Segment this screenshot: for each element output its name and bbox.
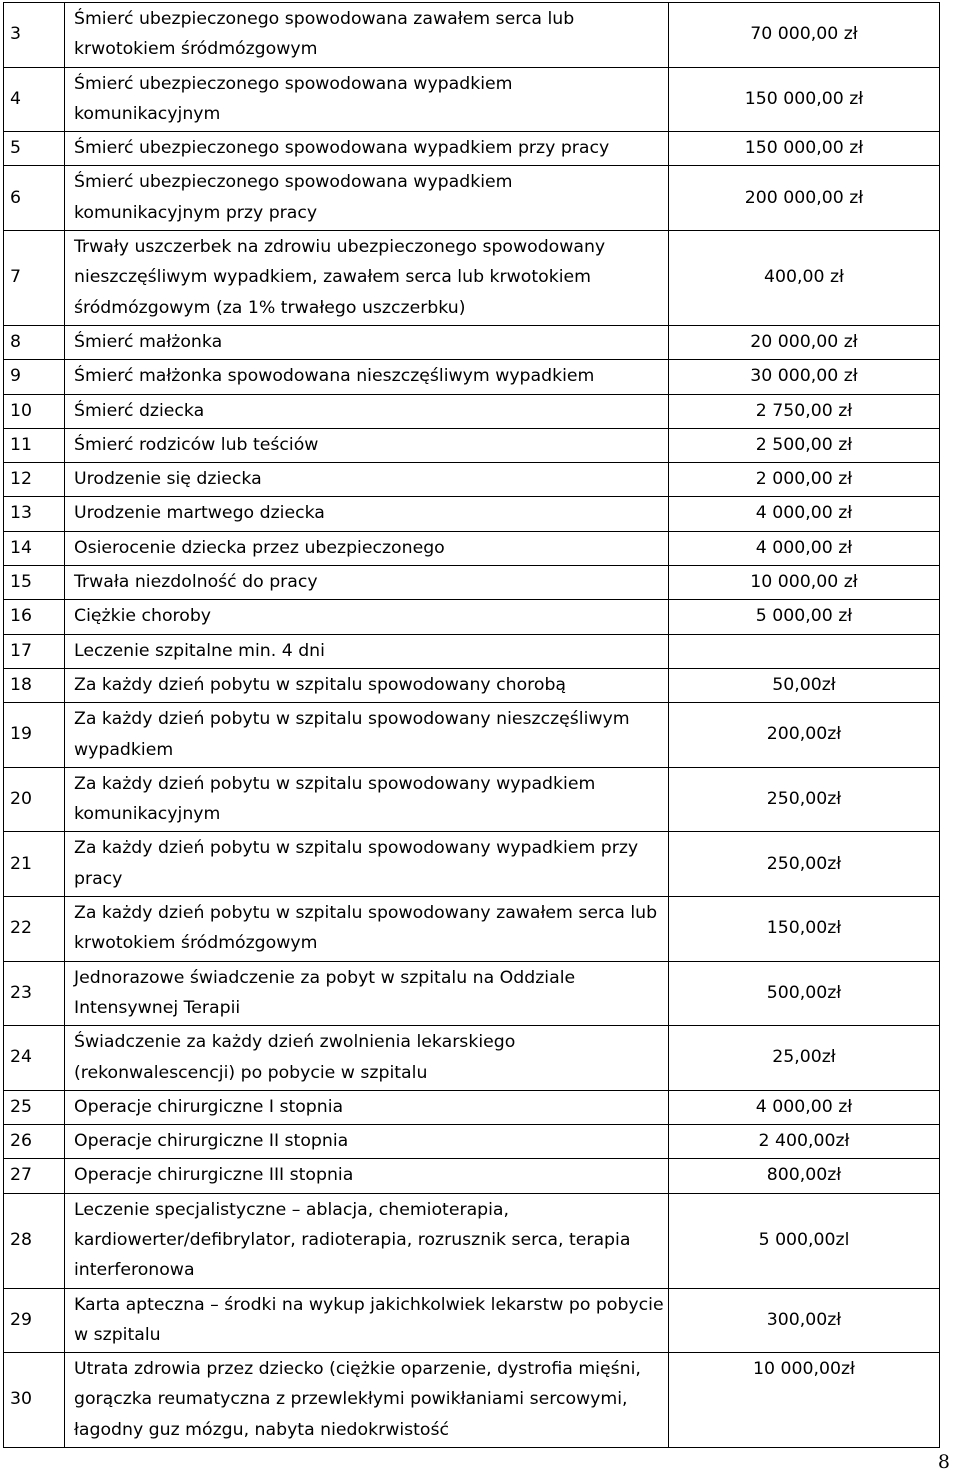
row-number: 16 (4, 600, 65, 634)
benefit-description: Śmierć rodziców lub teściów (65, 428, 669, 462)
row-number: 20 (4, 767, 65, 832)
benefit-amount: 2 500,00 zł (669, 428, 940, 462)
benefit-amount: 10 000,00zł (669, 1353, 940, 1448)
benefit-amount: 150 000,00 zł (669, 132, 940, 166)
benefit-amount: 5 000,00 zł (669, 600, 940, 634)
row-number: 28 (4, 1193, 65, 1288)
benefit-description: Osierocenie dziecka przez ubezpieczonego (65, 531, 669, 565)
benefit-amount: 2 000,00 zł (669, 463, 940, 497)
table-row (4, 428, 940, 462)
table-row (4, 325, 940, 359)
table-row (4, 497, 940, 531)
row-number: 26 (4, 1125, 65, 1159)
benefit-amount: 200,00zł (669, 703, 940, 768)
benefit-description: Świadczenie za każdy dzień zwolnienia lekarskiego (rekonwalescencji) po pobycie w szpitalu (65, 1026, 669, 1091)
row-number: 3 (4, 3, 65, 68)
row-number: 6 (4, 166, 65, 231)
table-row (4, 1026, 940, 1091)
row-number: 5 (4, 132, 65, 166)
benefit-amount: 5 000,00zl (669, 1193, 940, 1288)
table-row (4, 1159, 940, 1193)
benefit-amount: 70 000,00 zł (669, 3, 940, 68)
benefit-amount (669, 634, 940, 668)
table-row (4, 3, 940, 68)
benefit-description: Karta apteczna – środki na wykup jakichkolwiek lekarstw po pobycie w szpitalu (65, 1288, 669, 1353)
row-number: 10 (4, 394, 65, 428)
benefit-amount: 50,00zł (669, 668, 940, 702)
table-row (4, 166, 940, 231)
table-row (4, 394, 940, 428)
benefit-description: Operacje chirurgiczne II stopnia (65, 1125, 669, 1159)
row-number: 13 (4, 497, 65, 531)
benefit-amount: 20 000,00 zł (669, 325, 940, 359)
table-row (4, 1353, 940, 1448)
benefit-description: Jednorazowe świadczenie za pobyt w szpitalu na Oddziale Intensywnej Terapii (65, 961, 669, 1026)
benefit-amount: 2 400,00zł (669, 1125, 940, 1159)
page-number: 8 (937, 1451, 950, 1473)
benefit-amount: 300,00zł (669, 1288, 940, 1353)
benefit-description: Za każdy dzień pobytu w szpitalu spowodowany wypadkiem komunikacyjnym (65, 767, 669, 832)
benefit-amount: 4 000,00 zł (669, 531, 940, 565)
benefit-description: Śmierć ubezpieczonego spowodowana zawałem serca lub krwotokiem śródmózgowym (65, 3, 669, 68)
row-number: 7 (4, 231, 65, 326)
row-number: 15 (4, 566, 65, 600)
table-row (4, 1125, 940, 1159)
row-number: 23 (4, 961, 65, 1026)
benefit-amount: 4 000,00 zł (669, 497, 940, 531)
table-row (4, 231, 940, 326)
table-row (4, 531, 940, 565)
row-number: 18 (4, 668, 65, 702)
benefits-table-body (4, 3, 940, 1448)
row-number: 12 (4, 463, 65, 497)
row-number: 27 (4, 1159, 65, 1193)
benefits-table (3, 2, 940, 1448)
row-number: 24 (4, 1026, 65, 1091)
benefit-description: Leczenie szpitalne min. 4 dni (65, 634, 669, 668)
table-row (4, 1288, 940, 1353)
table-row (4, 463, 940, 497)
benefit-amount: 150 000,00 zł (669, 67, 940, 132)
benefit-description: Trwały uszczerbek na zdrowiu ubezpieczonego spowodowany nieszczęśliwym wypadkiem, zawałem serca lub krwotokiem śródmózgowym (za 1% trwałego uszczerbku) (65, 231, 669, 326)
row-number: 30 (4, 1353, 65, 1448)
table-row (4, 668, 940, 702)
benefit-description: Śmierć małżonka (65, 325, 669, 359)
row-number: 9 (4, 360, 65, 394)
row-number: 17 (4, 634, 65, 668)
benefit-description: Trwała niezdolność do pracy (65, 566, 669, 600)
table-row (4, 566, 940, 600)
benefit-description: Urodzenie martwego dziecka (65, 497, 669, 531)
row-number: 29 (4, 1288, 65, 1353)
benefit-description: Śmierć ubezpieczonego spowodowana wypadkiem przy pracy (65, 132, 669, 166)
table-row (4, 67, 940, 132)
benefit-amount: 800,00zł (669, 1159, 940, 1193)
benefit-description: Urodzenie się dziecka (65, 463, 669, 497)
benefit-description: Operacje chirurgiczne III stopnia (65, 1159, 669, 1193)
benefit-amount: 10 000,00 zł (669, 566, 940, 600)
benefit-amount: 150,00zł (669, 897, 940, 962)
benefit-description: Za każdy dzień pobytu w szpitalu spowodowany nieszczęśliwym wypadkiem (65, 703, 669, 768)
row-number: 19 (4, 703, 65, 768)
benefit-description: Za każdy dzień pobytu w szpitalu spowodowany wypadkiem przy pracy (65, 832, 669, 897)
table-row (4, 360, 940, 394)
table-row (4, 600, 940, 634)
table-row (4, 703, 940, 768)
table-row (4, 961, 940, 1026)
row-number: 22 (4, 897, 65, 962)
benefit-amount: 25,00zł (669, 1026, 940, 1091)
benefit-description: Leczenie specjalistyczne – ablacja, chemioterapia, kardiowerter/defibrylator, radioterapia, rozrusznik serca, terapia interferonowa (65, 1193, 669, 1288)
row-number: 25 (4, 1090, 65, 1124)
row-number: 14 (4, 531, 65, 565)
table-row (4, 132, 940, 166)
benefit-description: Ciężkie choroby (65, 600, 669, 634)
benefit-description: Śmierć ubezpieczonego spowodowana wypadkiem komunikacyjnym (65, 67, 669, 132)
row-number: 11 (4, 428, 65, 462)
benefit-amount: 250,00zł (669, 767, 940, 832)
benefit-description: Śmierć dziecka (65, 394, 669, 428)
benefit-amount: 2 750,00 zł (669, 394, 940, 428)
benefit-description: Utrata zdrowia przez dziecko (ciężkie oparzenie, dystrofia mięśni, gorączka reumatyczna z przewlekłymi powikłaniami sercowymi, łagodny guz mózgu, nabyta niedokrwistość (65, 1353, 669, 1448)
table-row (4, 634, 940, 668)
table-row (4, 832, 940, 897)
benefit-amount: 4 000,00 zł (669, 1090, 940, 1124)
table-row (4, 767, 940, 832)
benefit-description: Za każdy dzień pobytu w szpitalu spowodowany chorobą (65, 668, 669, 702)
benefit-description: Za każdy dzień pobytu w szpitalu spowodowany zawałem serca lub krwotokiem śródmózgowym (65, 897, 669, 962)
benefit-amount: 400,00 zł (669, 231, 940, 326)
benefit-description: Śmierć małżonka spowodowana nieszczęśliwym wypadkiem (65, 360, 669, 394)
benefit-amount: 30 000,00 zł (669, 360, 940, 394)
benefit-amount: 250,00zł (669, 832, 940, 897)
benefit-amount: 500,00zł (669, 961, 940, 1026)
row-number: 21 (4, 832, 65, 897)
benefit-description: Operacje chirurgiczne I stopnia (65, 1090, 669, 1124)
benefit-amount: 200 000,00 zł (669, 166, 940, 231)
row-number: 8 (4, 325, 65, 359)
table-row (4, 1193, 940, 1288)
benefit-description: Śmierć ubezpieczonego spowodowana wypadkiem komunikacyjnym przy pracy (65, 166, 669, 231)
table-row (4, 897, 940, 962)
table-row (4, 1090, 940, 1124)
row-number: 4 (4, 67, 65, 132)
